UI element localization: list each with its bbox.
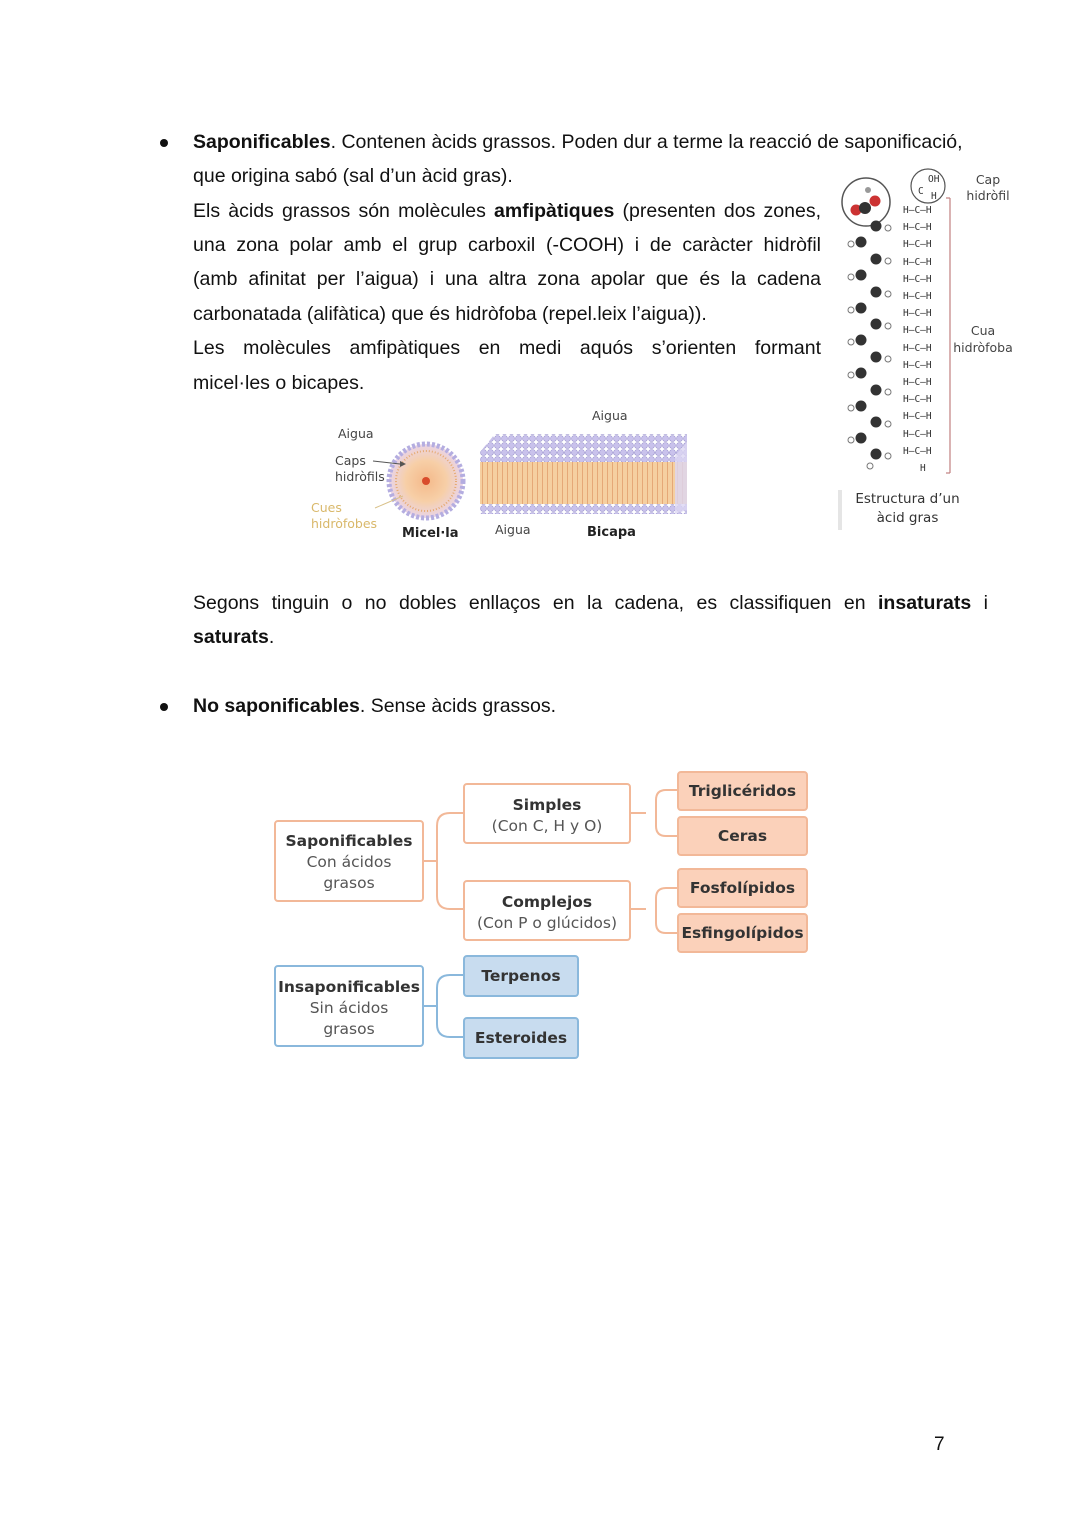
head-oh: OH	[928, 174, 940, 185]
node-ceras: Ceras	[677, 816, 808, 856]
node-simples: Simples (Con C, H y O)	[463, 783, 631, 844]
para-saponificables-line1: Saponificables. Contenen àcids grassos. Poden dur a terme la reacció de saponificació,	[193, 131, 963, 153]
micelle-bilayer-figure	[305, 400, 705, 550]
head-circle-3d	[842, 178, 890, 226]
para-amfipatiques-line8: micel·les o bicapes.	[193, 372, 365, 394]
aigua-bottom-label: Aigua	[495, 522, 531, 537]
para-amfipatiques-line5: (amb afinitat per l’aigua) i una altra zona apolar que és la cadena	[193, 268, 821, 290]
node-saponificables: Saponificables Con ácidos grasos	[274, 820, 424, 902]
bicapa-label: Bicapa	[587, 525, 636, 540]
para-amfipatiques-line7: Les molècules amfipàtiques en medi aquós s’orienten formant	[193, 337, 821, 359]
para-no-saponificables: No saponificables. Sense àcids grassos.	[193, 695, 557, 717]
node-insaponificables: Insaponificables Sin ácidos grasos	[274, 965, 424, 1047]
fatty-acid-figure	[838, 168, 1018, 533]
bilayer	[480, 434, 687, 514]
chain-3d-hydrogens	[848, 225, 891, 469]
para-amfipatiques-line3: Els àcids grassos són molècules amfipàtiques (presenten dos zones,	[193, 200, 821, 222]
bullet-no-saponificables	[160, 703, 168, 711]
cues-hidrofobes-label: Cues hidròfobes	[311, 500, 378, 531]
aigua-top-label: Aigua	[592, 408, 628, 423]
chain-formula: H–C–H H–C–H H–C–H H–C–H H–C–H H–C–H H–C–H H–C–H H–C–H H–C–H H–C–H H–C–H H–C–H H–C–H H–C–H H	[903, 205, 932, 475]
head-c: C	[918, 186, 924, 197]
node-trigliceridos: Triglicéridos	[677, 771, 808, 811]
chain-3d	[856, 221, 882, 460]
para-classificacio-line1: Segons tinguin o no dobles enllaços en la cadena, es classifiquen en insaturats i	[193, 592, 989, 614]
para-amfipatiques-line4: una zona polar amb el grup carboxil (-COOH) i de caràcter hidròfil	[193, 234, 821, 256]
cap-hidrofil-label: Cap hidròfil	[966, 172, 1010, 203]
node-esfingolipidos: Esfingolípidos	[677, 913, 808, 953]
bullet-saponificables	[160, 139, 168, 147]
page-number: 7	[934, 1434, 945, 1455]
para-amfipatiques-line6: carbonatada (alifàtica) que és hidròfoba (repel.leix l’aigua)).	[193, 303, 707, 325]
caps-hidrofils-label: Caps hidròfils	[335, 453, 385, 484]
cua-hidrofoba-label: Cua hidròfoba	[953, 323, 1013, 355]
head-h: H	[931, 191, 937, 202]
node-complejos: Complejos (Con P o glúcidos)	[463, 880, 631, 941]
para-classificacio-line2: saturats.	[193, 626, 275, 648]
node-terpenos: Terpenos	[463, 955, 579, 997]
para-saponificables-line2: que origina sabó (sal d’un àcid gras).	[193, 165, 513, 187]
micela-label: Micel·la	[402, 526, 459, 541]
node-fosfolipidos: Fosfolípidos	[677, 868, 808, 908]
node-esteroides: Esteroides	[463, 1017, 579, 1059]
fatty-acid-caption: Estructura d’un àcid gras	[855, 491, 960, 526]
aigua-left-label: Aigua	[338, 426, 374, 441]
